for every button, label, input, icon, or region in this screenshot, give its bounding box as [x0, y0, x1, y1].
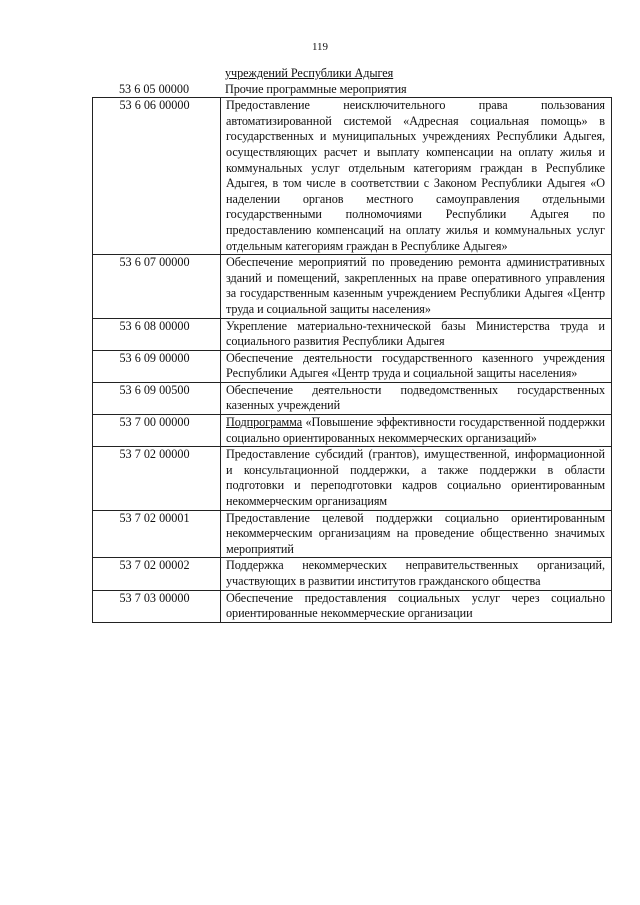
row-code: 53 6 07 00000	[93, 255, 221, 317]
row-code: 53 6 06 00000	[93, 98, 221, 254]
row-code: 53 7 02 00001	[93, 511, 221, 558]
row-text	[221, 591, 611, 622]
row-body: «Повышение эффективности государственной поддержки социально ориентированных некоммерческих организаций»	[226, 415, 605, 445]
table-row	[92, 97, 612, 255]
row-body: Предоставление субсидий (грантов), имущественной, информационной и консультационной поддержки, а также поддержки в области подготовки и переподготовки кадров социально ориентированным некоммерческим организациям	[226, 447, 605, 509]
table-row	[92, 319, 612, 351]
table-row	[92, 511, 612, 559]
header-row-continuation	[92, 66, 612, 82]
table-row	[92, 447, 612, 510]
row-text	[221, 558, 611, 589]
table-row	[92, 383, 612, 415]
row-code: 53 7 03 00000	[93, 591, 221, 622]
row-text	[221, 383, 611, 414]
row-code: 53 7 02 00000	[93, 447, 221, 509]
header-row-other-activities	[92, 82, 612, 98]
row-text	[221, 511, 611, 558]
row-code: 53 7 00 00000	[93, 415, 221, 446]
row-body: Поддержка некоммерческих неправительственных организаций, участвующих в развитии институтов гражданского общества	[226, 558, 605, 588]
table-row-subprogram	[92, 415, 612, 447]
budget-classification-table	[92, 66, 612, 623]
table-row	[92, 255, 612, 318]
row-body: Обеспечение мероприятий по проведению ремонта административных зданий и помещений, закрепленных на праве оперативного управления за государственным казенным учреждением Республики Адыгея «Центр труда и социальной защиты населения»	[226, 255, 605, 316]
row-body: Обеспечение предоставления социальных услуг через социально ориентированные некоммерческие организации	[226, 590, 605, 621]
row-body: Предоставление неисключительного права пользования автоматизированной системой «Адресная социальная помощь» в государственных и муниципальных учреждениях Республики Адыгея, осуществляющих расчет и выплату компенсации на оплату жилья и коммунальных услуг отдельным категориям граждан в Республике Адыгея, в том числе в соответствии с Законом Республики Адыгея «О наделении органов местного самоуправления отдельными государственными полномочиями Республики Адыгея по предоставлению компенсаций на оплату жилья и коммунальных услуг отдельным категориям граждан в Республике Адыгея»	[226, 98, 605, 253]
row-text	[221, 351, 611, 382]
row-text	[221, 447, 611, 509]
row-text: учреждений Республики Адыгея	[225, 66, 394, 80]
row-text	[221, 98, 611, 254]
row-text	[221, 415, 611, 446]
row-code: 53 6 09 00500	[93, 383, 221, 414]
table-row	[92, 558, 612, 590]
row-prefix: Подпрограмма	[226, 415, 303, 430]
page-number: 119	[311, 41, 329, 53]
row-code: 53 6 08 00000	[93, 319, 221, 350]
row-code: 53 7 02 00002	[93, 558, 221, 589]
row-text	[221, 255, 611, 317]
row-text	[221, 319, 611, 350]
row-body: Обеспечение деятельности государственного казенного учреждения Республики Адыгея «Центр труда и социальной защиты населения»	[226, 350, 605, 381]
row-code	[92, 66, 220, 82]
row-code: 53 6 05 00000	[118, 81, 190, 96]
table-row	[92, 591, 612, 623]
row-code: 53 6 09 00000	[93, 351, 221, 382]
row-body: Предоставление целевой поддержки социально ориентированным некоммерческим организациям на проведение общественно значимых мероприятий	[226, 510, 605, 556]
table-row	[92, 351, 612, 383]
row-body: Обеспечение деятельности подведомственных государственных казенных учреждений	[226, 382, 605, 413]
row-body: Укрепление материально-технической базы Министерства труда и социального развития Республики Адыгея	[226, 318, 605, 349]
row-text: Прочие программные мероприятия	[225, 81, 407, 96]
